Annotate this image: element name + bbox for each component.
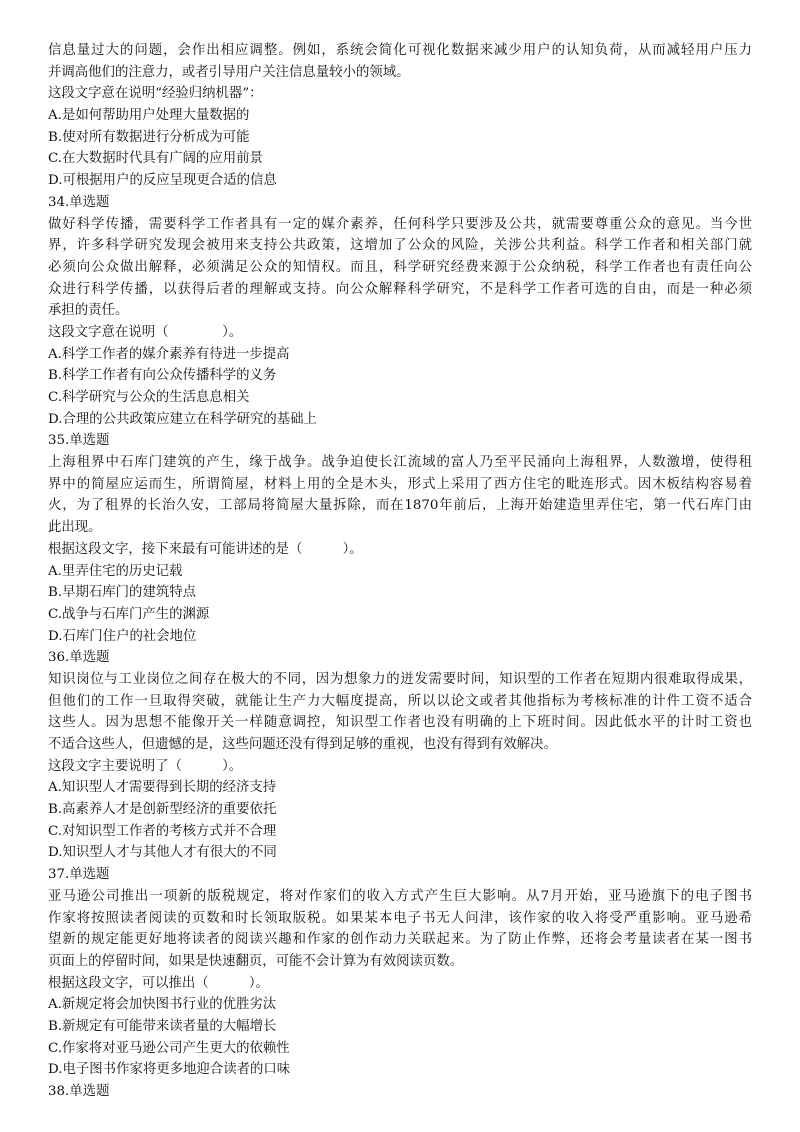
question-stem: 根据这段文字，接下来最有可能讲述的是（ ）。 — [48, 541, 363, 557]
passage-line: 望新的规定能更好地将读者的阅读兴趣和作家的创作动力关联起来。为了防止作弊，还将会考量读者在某一图书 — [48, 932, 752, 948]
option-a: A.里弄住宅的历史记载 — [48, 563, 183, 579]
option-d: D.石库门住户的社会地位 — [48, 628, 197, 644]
question-heading: 34.单选题 — [48, 194, 110, 210]
option-d: D.知识型人才与其他人才有很大的不同 — [48, 845, 277, 861]
option-a: A.新规定将会加快图书行业的优胜劣汰 — [48, 997, 277, 1013]
option-c: C.科学研究与公众的生活息息相关 — [48, 390, 250, 405]
passage-line: 不适合这些人，但遗憾的是，这些问题还没有得到足够的重视，也没有得到有效解决。 — [48, 737, 557, 752]
passage-line: 亚马逊公司推出一项新的版税规定，将对作家们的收入方式产生巨大影响。从7月开始，亚马逊旗下的电子图书 — [48, 888, 752, 904]
passage-line: 必须向公众做出解释，必须满足公众的知情权。而且，科学研究经费来源于公众纳税，科学工作者也有责任向公 — [48, 259, 752, 275]
question-stem: 这段文字主要说明了（ ）。 — [48, 758, 243, 774]
question-heading: 35.单选题 — [48, 433, 110, 449]
option-c: C.在大数据时代具有广阔的应用前景 — [48, 151, 263, 167]
passage-line: 做好科学传播，需要科学工作者具有一定的媒介素养，任何科学只要涉及公共，就需要尊重公众的意见。当今世 — [48, 216, 752, 232]
passage-line: 信息量过大的问题，会作出相应调整。例如，系统会简化可视化数据来减少用户的认知负荷，从而减轻用户压力 — [48, 43, 752, 58]
passage-line: 知识岗位与工业岗位之间存在极大的不同，因为想象力的迸发需要时间，知识型的工作者在短期内很难取得成果， — [48, 671, 752, 687]
option-d: D.电子图书作家将更多地迎合读者的口味 — [48, 1062, 291, 1078]
question-heading: 37.单选题 — [48, 867, 110, 883]
question-stem: 这段文字意在说明（ ）。 — [48, 324, 243, 340]
passage-line: 但他们的工作一旦取得突破，就能让生产力大幅度提高，所以以论文或者其他指标为考核标准的计件工资不适合 — [48, 693, 752, 709]
option-c: C.战争与石库门产生的渊源 — [48, 606, 210, 622]
question-heading: 38.单选题 — [48, 1084, 110, 1099]
option-b: B.科学工作者有向公众传播科学的义务 — [48, 368, 277, 384]
option-d: D.可根据用户的反应呈现更合适的信息 — [48, 173, 277, 189]
option-b: B.高素养人才是创新型经济的重要依托 — [48, 802, 277, 818]
passage-line: 作家将按照读者阅读的页数和时长领取版税。如果某本电子书无人问津，该作家的收入将受严重影响。亚马逊希 — [48, 910, 752, 926]
question-heading: 36.单选题 — [48, 650, 110, 666]
passage-line: 众进行科学传播，以获得后者的理解或支持。向公众解释科学研究，不是科学工作者可选的自由，而是一种必须 — [48, 281, 752, 297]
passage-line: 界，许多科学研究发现会被用来支持公共政策，这增加了公众的风险，关涉公共利益。科学工作者和相关部门就 — [48, 238, 752, 254]
passage-line: 承担的责任。 — [48, 303, 129, 319]
question-stem: 根据这段文字，可以推出（ ）。 — [48, 975, 269, 991]
option-d: D.合理的公共政策应建立在科学研究的基础上 — [48, 411, 317, 427]
option-b: B.使对所有数据进行分析成为可能 — [48, 129, 250, 145]
passage-line: 上海租界中石库门建筑的产生，缘于战争。战争迫使长江流域的富人乃至平民涌向上海租界，人数激增，使得租 — [48, 455, 752, 471]
passage-line: 界中的简屋应运而生，所谓简屋，材料上用的全是木头，形式上采用了西方住宅的毗连形式。因木板结构容易着 — [48, 476, 752, 492]
passage-line: 并调高他们的注意力，或者引导用户关注信息量较小的领域。 — [48, 64, 410, 80]
option-a: A.是如何帮助用户处理大量数据的 — [48, 108, 250, 124]
question-stem: 这段文字意在说明“经验归纳机器”： — [48, 86, 263, 102]
option-c: C.对知识型工作者的考核方式并不合理 — [48, 823, 277, 839]
passage-line: 火，为了租界的长治久安，工部局将简屋大量拆除，而在1870年前后，上海开始建造里弄住宅，第一代石库门由 — [48, 498, 752, 514]
passage-line: 此出现。 — [48, 520, 102, 536]
option-c: C.作家将对亚马逊公司产生更大的依赖性 — [48, 1040, 290, 1056]
option-a: A.科学工作者的媒介素养有待进一步提高 — [48, 346, 290, 362]
option-b: B.早期石库门的建筑特点 — [48, 585, 197, 601]
document-page — [48, 40, 752, 1103]
passage-line: 页面上的停留时间，如果是快速翻页，可能不会计算为有效阅读页数。 — [48, 953, 464, 969]
option-b: B.新规定有可能带来读者量的大幅增长 — [48, 1018, 277, 1034]
passage-line: 这些人。因为思想不能像开关一样随意调控，知识型工作者也没有明确的上下班时间。因此低水平的计时工资也 — [48, 715, 752, 731]
option-a: A.知识型人才需要得到长期的经济支持 — [48, 780, 277, 796]
